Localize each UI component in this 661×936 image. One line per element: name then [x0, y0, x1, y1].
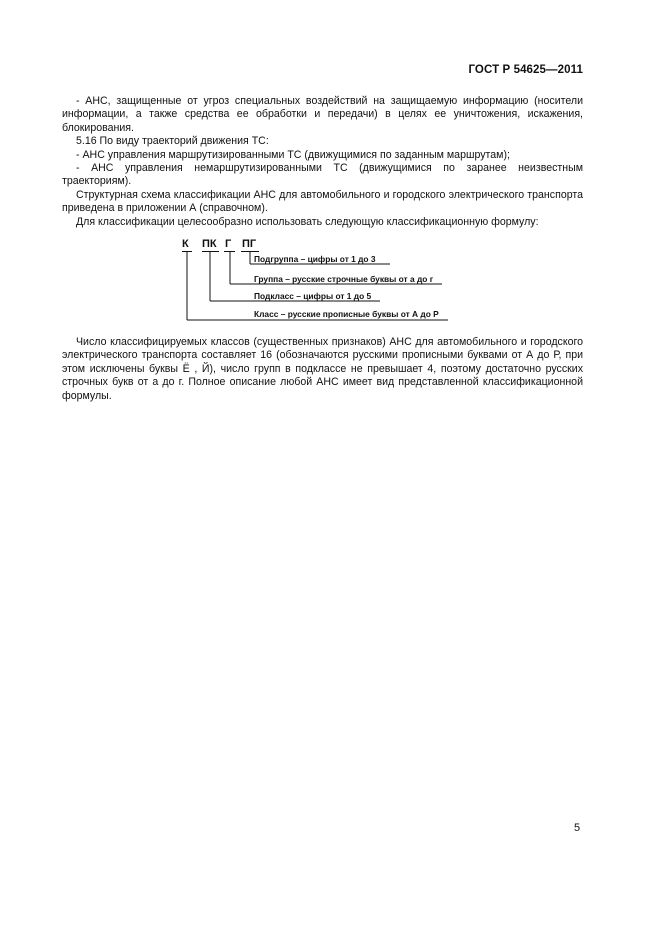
paragraph: Структурная схема классификации АНС для автомобильного и городского электрического транспорта приведена в приложении А (справочном). [62, 188, 583, 215]
code-class: К [182, 238, 189, 250]
paragraph: Для классификации целесообразно использовать следующую классификационную формулу: [76, 215, 539, 228]
body-text-top [62, 95, 583, 229]
label-subgroup: Подгруппа – цифры от 1 до 3 [254, 254, 376, 264]
paragraph: - АНС, защищенные от угроз специальных воздействий на защищаемую информацию (носители информации, а также средства ее обработки и передачи) в целях ее уничтожения, искажения, блокирования. [62, 95, 583, 134]
classification-formula [182, 238, 462, 328]
paragraph: - АНС управления немаршрутизированными ТС (движущимися по заранее неизвестным траекториям). [62, 162, 583, 188]
label-group: Группа – русские строчные буквы от а до г [254, 274, 434, 284]
standard-header: ГОСТ Р 54625—2011 [468, 64, 583, 76]
paragraph: - АНС управления маршрутизированными ТС (движущимися по заданным маршрутам); [76, 148, 510, 161]
paragraph: Число классифицируемых классов (существенных признаков) АНС для автомобильного и городского электрического транспорта составляет 16 (обозначаются русскими прописными буквами от А до Р, при этом исключены буквы Ё , Й), число групп в подклассе не превышает 4, поэтому достаточно русских строчных букв от а до г. Полное описание любой АНС имеет вид представленной классификационной формулы. [62, 336, 583, 402]
body-text-bottom [62, 336, 583, 403]
code-group: Г [225, 238, 232, 250]
code-subgroup: ПГ [242, 238, 257, 250]
section-heading: 5.16 По виду траекторий движения ТС: [76, 135, 269, 148]
label-subclass: Подкласс – цифры от 1 до 5 [254, 291, 372, 301]
page-number: 5 [574, 822, 581, 834]
code-subclass: ПК [202, 238, 217, 250]
label-class: Класс – русские прописные буквы от А до Р [254, 309, 439, 319]
